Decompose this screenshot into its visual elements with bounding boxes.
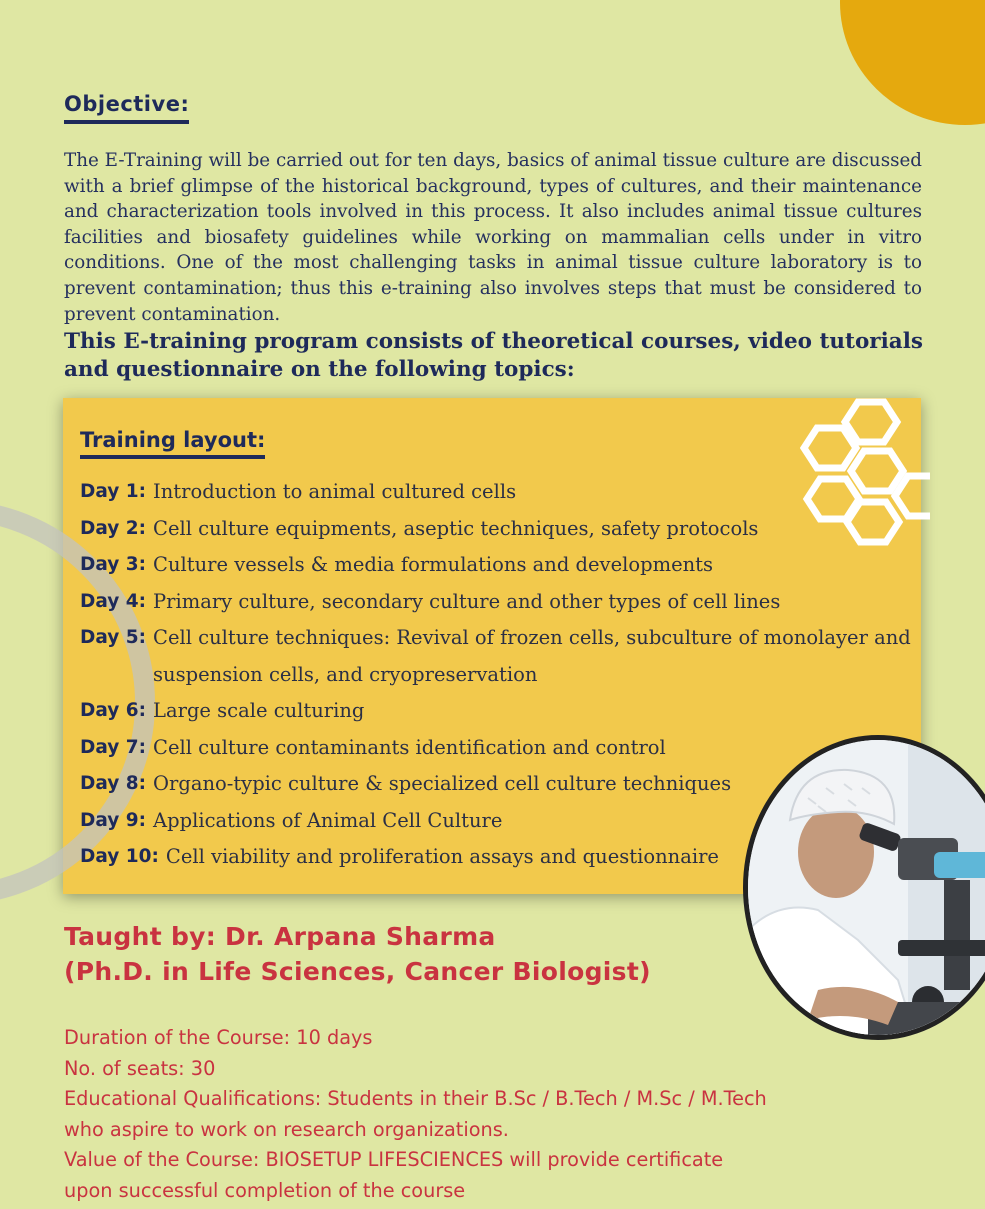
instructor-credentials: (Ph.D. in Life Sciences, Cancer Biologist) <box>64 956 651 986</box>
day-text: Primary culture, secondary culture and other types of cell lines <box>153 589 781 613</box>
day-label: Day 9: <box>80 809 147 831</box>
course-seats: No. of seats: 30 <box>64 1056 216 1080</box>
day-text: Cell culture techniques: Revival of frozen cells, subculture of monolayer and suspension cells, and cryopreservation <box>153 626 911 686</box>
training-layout-heading: Training layout: <box>80 428 265 459</box>
day-text: Cell culture equipments, aseptic techniques, safety protocols <box>153 516 759 540</box>
day-label: Day 3: <box>80 554 147 575</box>
day-item <box>80 511 920 548</box>
day-label: Day 5: <box>80 627 147 648</box>
course-value-line1: Value of the Course: BIOSETUP LIFESCIENCES will provide certificate <box>64 1148 724 1172</box>
objective-topics-line: This E-training program consists of theoretical courses, video tutorials and questionnaire on the following topics: <box>64 329 924 382</box>
course-value-line2: upon successful completion of the course <box>64 1178 466 1202</box>
day-label: Day 10: <box>80 846 159 867</box>
course-details <box>64 1023 934 1207</box>
day-item <box>80 620 920 693</box>
instructor-name: Taught by: Dr. Arpana Sharma <box>64 922 496 951</box>
corner-decoration-circle <box>840 0 985 125</box>
day-label: Day 2: <box>80 517 147 539</box>
day-text: Applications of Animal Cell Culture <box>153 808 503 832</box>
course-duration: Duration of the Course: 10 days <box>64 1026 373 1049</box>
day-text: Organo-typic culture & specialized cell culture techniques <box>153 772 732 795</box>
day-item <box>80 474 920 511</box>
day-label: Day 7: <box>80 736 147 758</box>
day-item <box>80 584 920 621</box>
objective-heading: Objective: <box>64 92 189 124</box>
day-text: Culture vessels & media formulations and developments <box>153 553 714 576</box>
course-qualifications-line1: Educational Qualifications: Students in their B.Sc / B.Tech / M.Sc / M.Tech <box>64 1087 767 1111</box>
day-label: Day 1: <box>80 481 147 502</box>
day-text: Large scale culturing <box>153 699 365 722</box>
day-item <box>80 547 920 584</box>
objective-body: The E-Training will be carried out for ten days, basics of animal tissue culture are discussed with a brief glimpse of the historical background, types of cultures, and their maintenance and characterization tools involved in this process. It also includes animal tissue cultures facilities and biosafety guidelines while working on mammalian cells under in vitro conditions. One of the most challenging tasks in animal tissue culture laboratory is to prevent contamination; thus this e-training also involves steps that must be considered to prevent contamination. <box>64 150 922 325</box>
day-item <box>80 730 920 767</box>
day-label: Day 6: <box>80 700 147 721</box>
day-item <box>80 693 920 730</box>
day-text: Introduction to animal cultured cells <box>153 480 517 503</box>
day-text: Cell culture contaminants identification and control <box>153 735 666 759</box>
scientist-illustration <box>748 740 985 1040</box>
instructor-block <box>64 920 651 989</box>
day-label: Day 8: <box>80 773 147 794</box>
course-qualifications-line2: who aspire to work on research organizations. <box>64 1117 509 1141</box>
day-label: Day 4: <box>80 590 147 612</box>
day-text: Cell viability and proliferation assays and questionnaire <box>165 845 719 868</box>
